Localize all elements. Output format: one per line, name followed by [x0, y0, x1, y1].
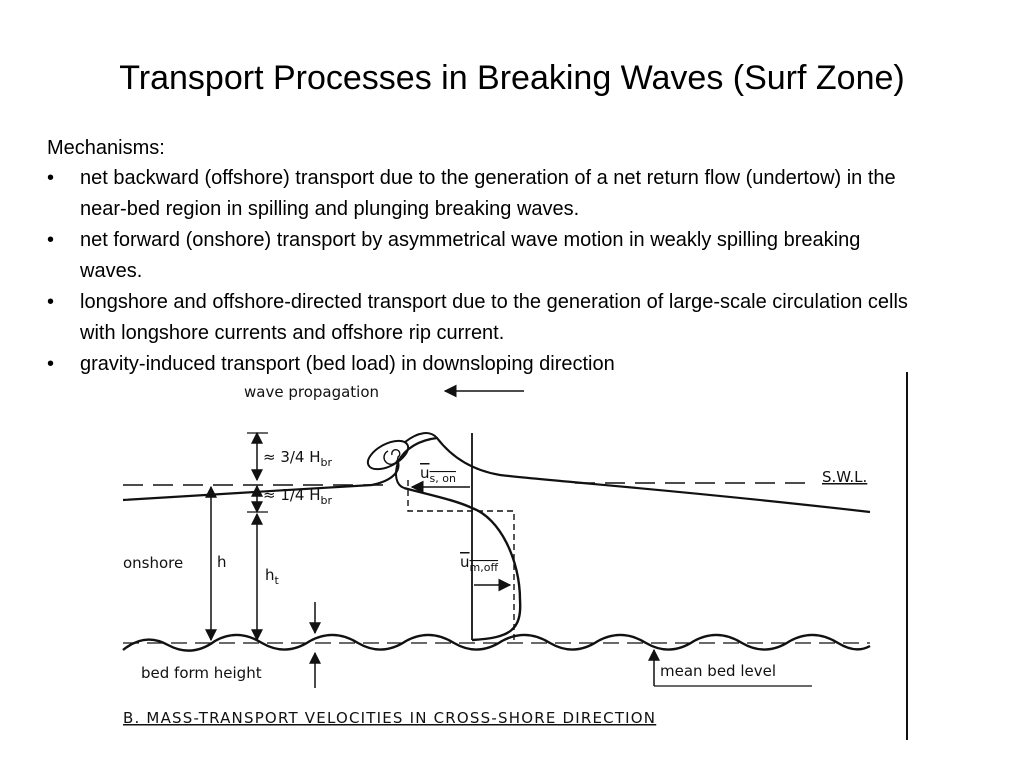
wave-front-face [396, 462, 404, 488]
mean-bed-level-label: mean bed level [660, 662, 777, 680]
one-quarter-hbr-label: ≈ 1/4 $H_{br}$ [263, 486, 333, 507]
bullet-text: longshore and offshore-directed transport due to the generation of large-scale circulation cells with longshore currents and offshore rip current. [80, 291, 908, 344]
water-surface-left [123, 485, 372, 500]
ht-label: $h_t$ [265, 566, 279, 587]
bed-form-height-label: bed form height [141, 664, 262, 682]
mechanisms-heading: Mechanisms: [47, 137, 165, 159]
three-quarter-hbr-label: ≈ 3/4 $H_{br}$ [263, 448, 333, 469]
um-off-label: $u_{m,off}$ [460, 553, 499, 574]
wave-curl-tip [405, 433, 437, 442]
slide-title: Transport Processes in Breaking Waves (Surf Zone) [119, 59, 905, 97]
swl-label: S.W.L. [822, 468, 868, 486]
h-label: h [217, 553, 227, 571]
bullet-text: net forward (onshore) transport by asymmetrical wave motion in weakly spilling breaking waves. [80, 229, 861, 282]
bullet-dot: • [47, 353, 55, 375]
bullet-dot: • [47, 167, 55, 189]
bullet-dot: • [47, 291, 55, 313]
bullet-dot: • [47, 229, 55, 251]
wave-propagation-label: wave propagation [244, 383, 380, 401]
bullet-text: gravity-induced transport (bed load) in downsloping direction [80, 353, 615, 375]
diagram-caption: B. MASS-TRANSPORT VELOCITIES IN CROSS-SHORE DIRECTION [123, 709, 657, 727]
bullet-text: net backward (offshore) transport due to the generation of a net return flow (undertow) in the near-bed region in spilling and plunging breaking waves. [80, 167, 896, 220]
onshore-label: onshore [123, 554, 184, 572]
us-on-label: $u_{s, on}$ [420, 464, 456, 485]
